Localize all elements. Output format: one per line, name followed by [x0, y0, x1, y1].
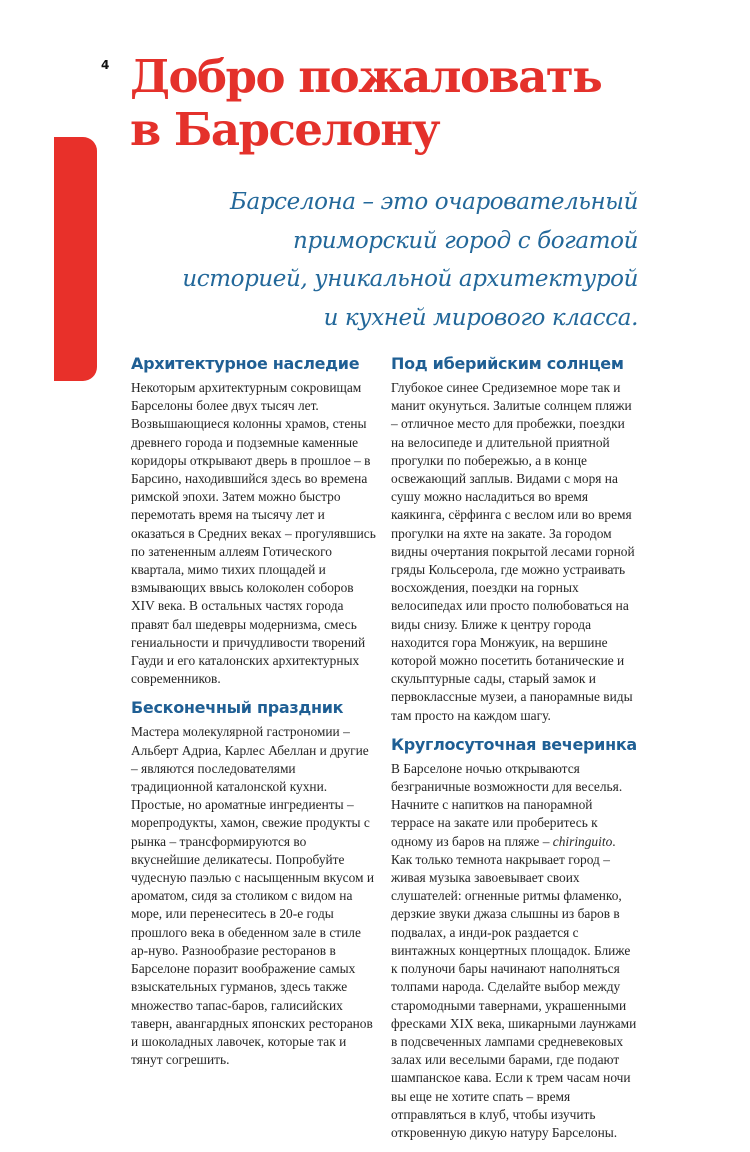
section-body: Некоторым архитектурным сокровищам Барселоны более двух тысяч лет. Возвышающиеся колонны храмов, стены древнего города и подземные каменные коридоры открывают дверь в прошлое – в Барсино, находившийся здесь во времена римской эпохи. Затем можно быстро перемотать время на тысячу лет и оказаться в Средних веках – прогулявшись по затененным аллеям Готического квартала, мимо тихих площадей и взмывающих ввысь колоколен соборов XIV века. В остальных частях города правят бал шедевры модернизма, смесь гениальности и причудливости творений Гауди и его каталонских архитектурных современников.	[131, 380, 376, 687]
section-heading: Круглосуточная вечеринка	[391, 734, 637, 754]
left-column	[131, 354, 377, 1079]
red-side-tab	[54, 137, 97, 381]
section-body-part-2: . Как только темнота накрывает город – живая музыка завоевывает своих слушателей: огненные ритмы фламенко, дерзкие звуки джаза слышны из баров в подвалах, а инди-рок раздается с винтажных концертных площадок. Ближе к полуночи бары начинают наполняться толпами народа. Сделайте выбор между старомодными тавернами, украшенными фресками XIX века, шикарными лаунжами в подсвеченных лампами средневековых залах или веселыми барами, где подают шампанское кава. Если к трем часам ночи вы еще не хотите спать – время отправляться в клуб, чтобы изучить откровенную дикую натуру Барселоны.	[391, 833, 637, 1140]
section-body-italic: chiringuito	[552, 833, 613, 849]
section-heading: Архитектурное наследие	[131, 354, 360, 373]
page-title-line-1: Добро пожаловать	[130, 50, 602, 103]
section-body-part-1: В Барселоне ночью открываются безграничные возможности для веселья. Начните с напитков на панорамной террасе на закате или проберитесь к одному из баров на пляже –	[391, 760, 623, 849]
page-title	[130, 50, 690, 156]
lead-paragraph: Барселона – это очаровательный приморский город с богатой историей, уникальной архитектурой и кухней мирового класса.	[182, 189, 638, 331]
section-sun	[391, 354, 637, 725]
section-nightlife	[391, 735, 637, 1142]
page-title-line-2: в Барселону	[130, 103, 440, 156]
section-body: Глубокое синее Средиземное море так и манит окунуться. Залитые солнцем пляжи – отличное место для пробежки, поездки на велосипеде и длительной приятной прогулки по побережью, а в конце освежающий заплыв. Видами с моря на сушу можно насладиться во время каякинга, сёрфинга с веслом или во время прогулки на яхте на закате. За городом видны очертания покрытой лесами горной гряды Кольсерола, где можно устраивать восхождения, поездки на горных велосипедах или просто полюбоваться на виды снизу. Ближе к центру города находится гора Монжуик, на вершине которой можно посетить ботанические и скульптурные сады, старый замок и первоклассные музеи, а панорамные виды там просто на каждом шагу.	[391, 380, 635, 723]
section-body	[391, 760, 637, 1142]
section-festival	[131, 698, 377, 1069]
section-heading: Под иберийским солнцем	[391, 354, 624, 373]
section-heading: Бесконечный праздник	[131, 698, 344, 718]
section-architecture	[131, 354, 377, 688]
page-number: 4	[101, 58, 110, 72]
section-body: Мастера молекулярной гастрономии – Альберт Адриа, Карлес Абеллан и другие – являются последователями традиционной каталонской кухни. Простые, но ароматные ингредиенты – морепродукты, хамон, свежие продукты с рынка – трансформируются во вкуснейшие деликатесы. Попробуйте чудесную паэлью с насыщенным вкусом и ароматом, сидя за столиком с видом на море, или перенеситесь в 20-е годы прошлого века в обеденном зале в стиле ар-нуво. Разнообразие ресторанов в Барселоне поразит воображение самых взыскательных гурманов, здесь также множество тапас-баров, галисийских таверн, авангардных японских ресторанов и шоколадных лавочек, которые так и тянут согрешить.	[131, 724, 375, 1068]
right-column	[391, 354, 637, 1152]
